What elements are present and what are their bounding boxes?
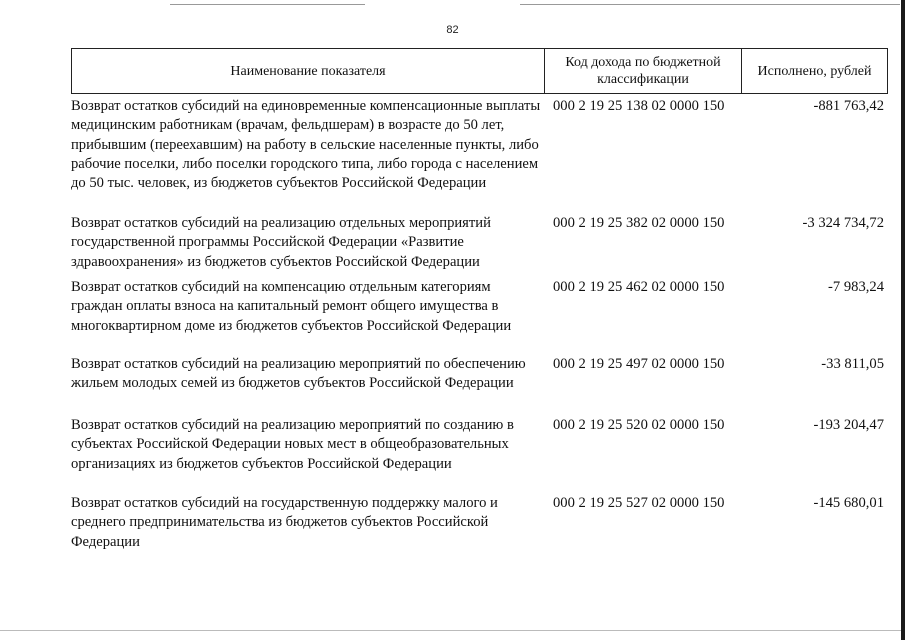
row-name: Возврат остатков субсидий на единовременные компенсационные выплаты медицинским работникам (врачам, фельдшерам) в возрасте до 50 лет, прибывшим (переехавшим) на работу в сельские населенные пункты, либо рабочие поселки, либо поселки городского типа, либо города с населением до 50 тыс. человек, из бюджетов субъектов Российской Федерации <box>71 98 541 192</box>
row-name: Возврат остатков субсидий на реализацию мероприятий по обеспечению жильем молодых семей из бюджетов субъектов Российской Федерации <box>71 356 526 392</box>
row-name: Возврат остатков субсидий на реализацию отдельных мероприятий государственной программы Российской Федерации «Развитие здравоохранения» из бюджетов субъектов Российской Федерации <box>71 215 491 270</box>
column-header-name: Наименование показателя <box>72 49 545 93</box>
bottom-rule <box>0 630 905 631</box>
row-code: 000 2 19 25 138 02 0000 150 <box>553 98 725 114</box>
row-name: Возврат остатков субсидий на государственную поддержку малого и среднего предпринимательства из бюджетов субъектов Российской Федерации <box>71 495 498 550</box>
table-header <box>71 48 888 94</box>
row-amount: -7 983,24 <box>828 279 884 295</box>
row-amount: -193 204,47 <box>813 417 884 433</box>
row-code: 000 2 19 25 497 02 0000 150 <box>553 356 725 372</box>
row-code: 000 2 19 25 527 02 0000 150 <box>553 495 725 511</box>
top-rule-right <box>520 4 900 5</box>
row-name: Возврат остатков субсидий на реализацию мероприятий по созданию в субъектах Российской Федерации новых мест в общеобразовательных организациях из бюджетов субъектов Российской Федерации <box>71 417 514 472</box>
row-name: Возврат остатков субсидий на компенсацию отдельным категориям граждан оплаты взноса на капитальный ремонт общего имущества в многоквартирном доме из бюджетов субъектов Российской Федерации <box>71 279 512 334</box>
row-amount: -881 763,42 <box>813 98 884 114</box>
column-header-code: Код дохода по бюджетной классификации <box>545 49 742 93</box>
top-rule-left <box>170 4 365 5</box>
row-amount: -3 324 734,72 <box>802 215 884 231</box>
row-amount: -145 680,01 <box>813 495 884 511</box>
row-code: 000 2 19 25 462 02 0000 150 <box>553 279 725 295</box>
column-header-amount: Исполнено, рублей <box>757 63 872 79</box>
page-number: 82 <box>446 24 459 36</box>
row-code: 000 2 19 25 382 02 0000 150 <box>553 215 725 231</box>
scan-edge <box>901 0 905 640</box>
row-code: 000 2 19 25 520 02 0000 150 <box>553 417 725 433</box>
row-amount: -33 811,05 <box>821 356 884 372</box>
